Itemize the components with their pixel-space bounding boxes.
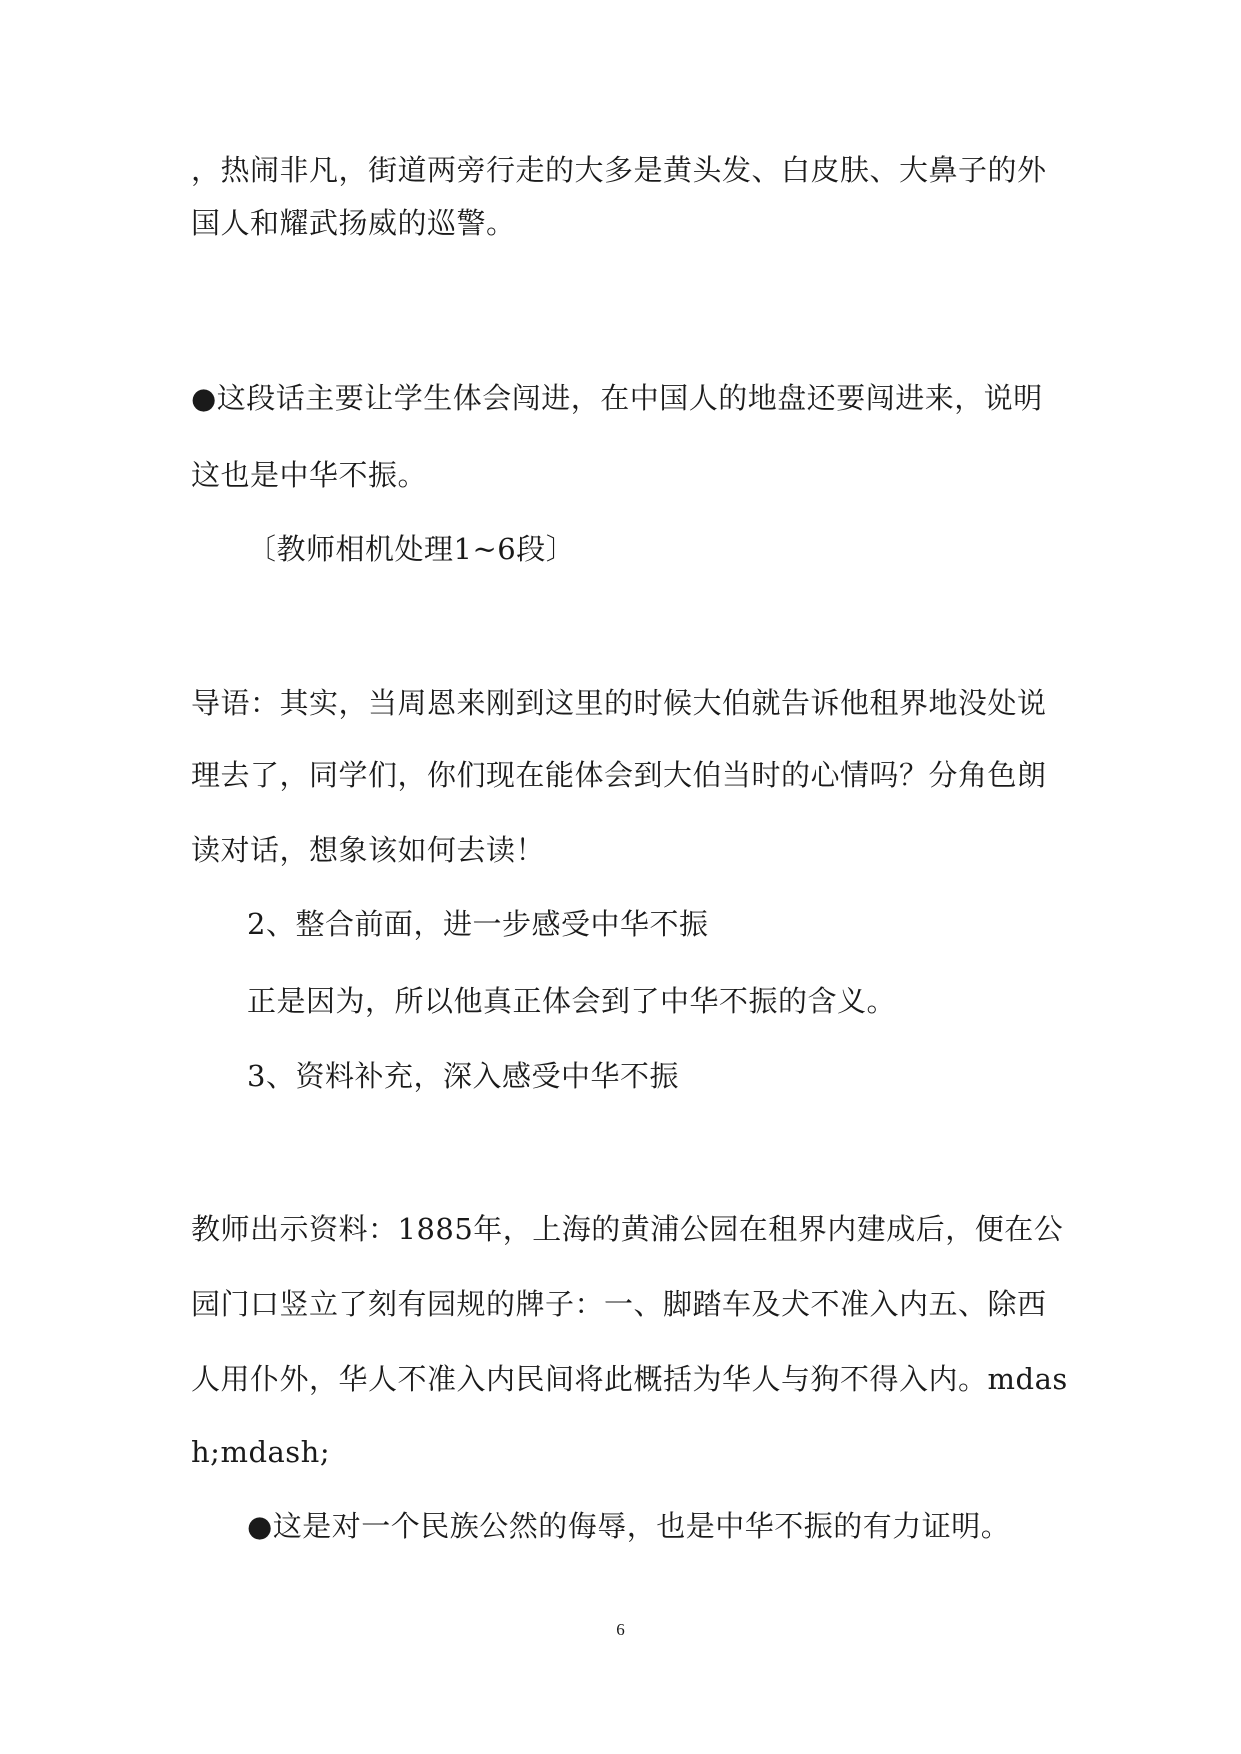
paragraph-line: 人用仆外，华人不准入内民间将此概括为华人与狗不得入内。mdas bbox=[191, 1362, 1068, 1396]
paragraph-line: 读对话，想象该如何去读！ bbox=[191, 833, 546, 867]
paragraph-line: ●这段话主要让学生体会闯进，在中国人的地盘还要闯进来，说明 bbox=[191, 381, 1043, 415]
paragraph-line: h;mdash; bbox=[191, 1435, 331, 1469]
paragraph-line: 理去了，同学们，你们现在能体会到大伯当时的心情吗？分角色朗 bbox=[191, 758, 1047, 792]
paragraph-line: 这也是中华不振。 bbox=[191, 458, 428, 492]
paragraph-line: 〔教师相机处理1~6段〕 bbox=[247, 532, 576, 566]
paragraph-line: 导语：其实，当周恩来刚到这里的时候大伯就告诉他租界地没处说 bbox=[191, 686, 1047, 720]
page-number: 6 bbox=[616, 1620, 625, 1639]
paragraph-line: 3、资料补充，深入感受中华不振 bbox=[247, 1059, 679, 1093]
paragraph-line: 教师出示资料：1885年，上海的黄浦公园在租界内建成后，便在公 bbox=[191, 1212, 1064, 1246]
paragraph-line: 正是因为，所以他真正体会到了中华不振的含义。 bbox=[247, 984, 897, 1018]
paragraph-line: ●这是对一个民族公然的侮辱，也是中华不振的有力证明。 bbox=[247, 1509, 1011, 1543]
paragraph-line: 2、整合前面，进一步感受中华不振 bbox=[247, 907, 709, 941]
paragraph-line: ，热闹非凡，街道两旁行走的大多是黄头发、白皮肤、大鼻子的外 bbox=[191, 153, 1047, 187]
paragraph-line: 国人和耀武扬威的巡警。 bbox=[191, 206, 516, 240]
paragraph-line: 园门口竖立了刻有园规的牌子：一、脚踏车及犬不准入内五、除西 bbox=[191, 1287, 1047, 1321]
